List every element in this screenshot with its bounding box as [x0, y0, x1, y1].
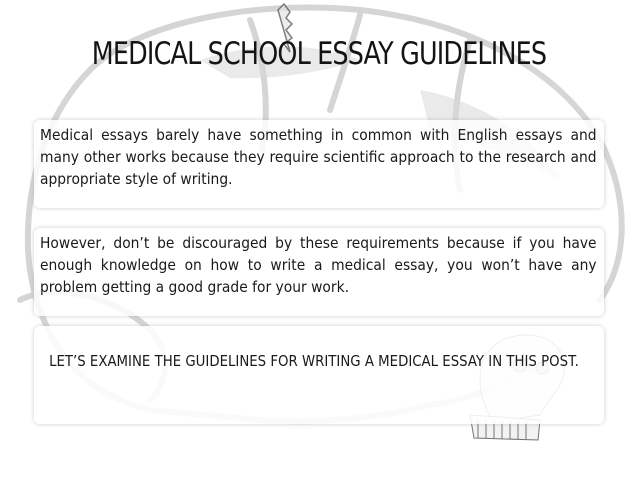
callout-text: LET’S EXAMINE THE GUIDELINES FOR WRITING A MEDICAL ESSAY IN THIS POST.: [49, 352, 579, 370]
paragraph-box-2: [34, 228, 604, 316]
callout-box: [34, 326, 604, 424]
paragraph-1: Medical essays barely have something in common with English essays and many other works because they require scientific approach to the research and appropriate style of writing.: [40, 126, 597, 188]
page-title: MEDICAL SCHOOL ESSAY GUIDELINES: [91, 36, 547, 72]
paragraph-2: However, don’t be discouraged by these requirements because if you have enough knowledge on how to write a medical essay, you won’t have any problem getting a good grade for your work.: [40, 234, 597, 296]
paragraph-box-1: [34, 120, 604, 208]
